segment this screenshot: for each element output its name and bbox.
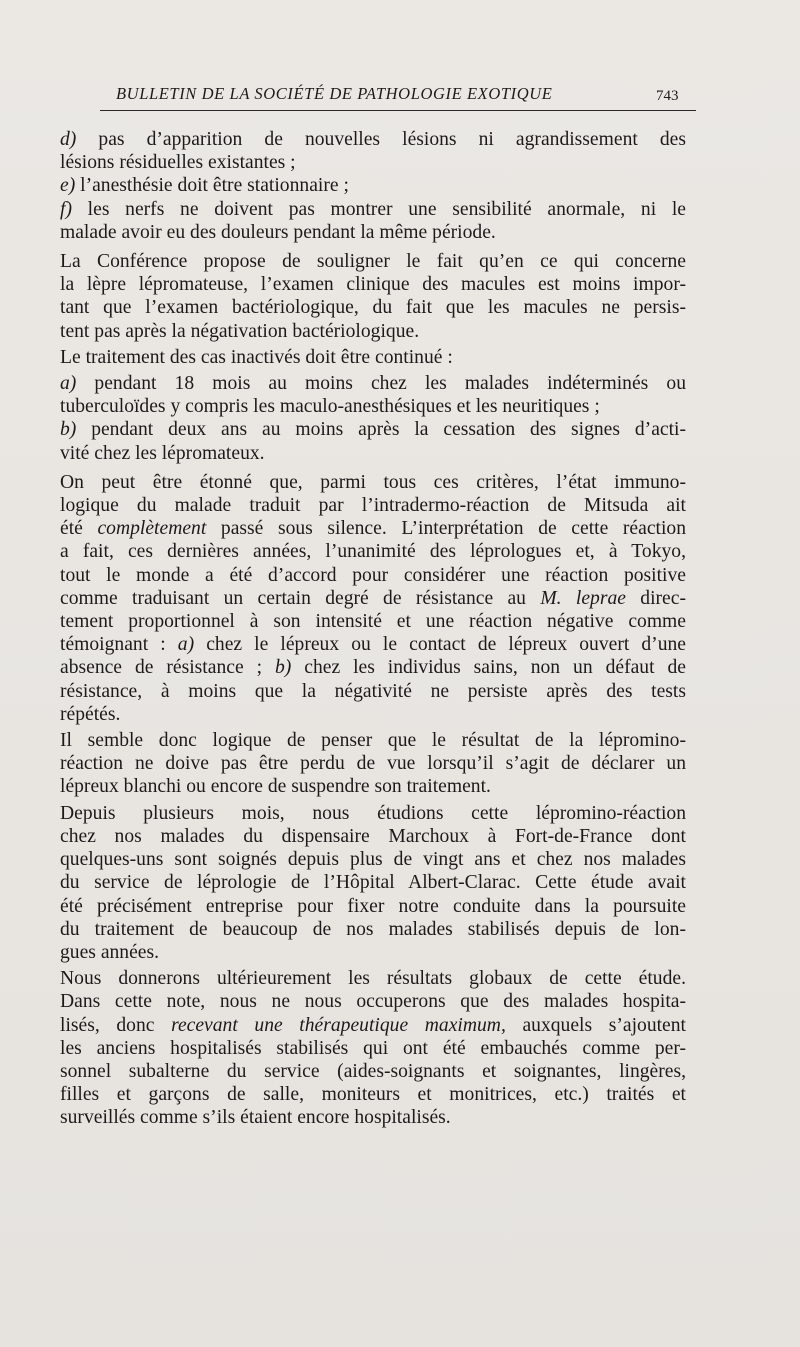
italic-segment: a) xyxy=(177,634,195,656)
text-segment: comme traduisant un certain degré de résistance au xyxy=(60,587,541,609)
paragraph-treatment xyxy=(36,346,686,369)
page-number: 743 xyxy=(656,88,679,104)
text-line xyxy=(36,871,686,894)
text-line xyxy=(36,967,686,990)
text-segment: La Conférence propose de souligner le fait qu’en ce qui concerne xyxy=(60,251,686,273)
text-segment: sonnel subalterne du service (aides-soignants et soignantes, lingères, xyxy=(60,1060,686,1082)
text-line xyxy=(36,610,686,633)
text-line xyxy=(36,273,686,296)
text-line xyxy=(36,174,686,197)
text-segment: l’anesthésie doit être stationnaire ; xyxy=(75,175,349,197)
text-line xyxy=(36,802,686,825)
italic-segment: a) xyxy=(60,373,77,395)
text-line xyxy=(36,752,686,775)
text-segment: absence de résistance ; xyxy=(60,657,275,679)
italic-segment: e) xyxy=(60,175,76,197)
text-line xyxy=(36,703,686,726)
paragraph-treatment-a xyxy=(36,372,686,418)
italic-segment: recevant une thérapeutique maximum, xyxy=(171,1014,506,1036)
text-line xyxy=(36,442,686,465)
text-line xyxy=(36,540,686,563)
text-segment: du traitement de beaucoup de nos malades stabilisés depuis de lon- xyxy=(60,918,686,940)
italic-segment: b) xyxy=(274,657,292,679)
text-line xyxy=(36,680,686,703)
text-line xyxy=(36,990,686,1013)
paragraph-criterion-f xyxy=(36,198,686,244)
text-segment: témoignant : xyxy=(60,634,178,656)
text-segment: Dans cette note, nous ne nous occuperons que des malades hospita- xyxy=(60,991,686,1013)
text-line xyxy=(36,941,686,964)
text-line xyxy=(36,1106,686,1129)
text-segment: lépreux blanchi ou encore de suspendre son traitement. xyxy=(60,776,491,798)
text-segment: vité chez les lépromateux. xyxy=(60,442,265,464)
text-segment: tuberculoïdes y compris les maculo-anesthésiques et les neuritiques ; xyxy=(60,396,600,418)
text-segment: réaction ne doive pas être perdu de vue lorsqu’il s’agit de déclarer un xyxy=(60,753,686,775)
paragraph-criterion-d xyxy=(36,128,686,174)
text-line xyxy=(36,895,686,918)
text-segment: chez les individus sains, non un défaut de xyxy=(291,657,686,679)
text-segment: lisés, donc xyxy=(60,1014,172,1036)
text-line xyxy=(36,372,686,395)
text-line xyxy=(36,250,686,273)
text-line xyxy=(36,198,686,221)
text-line xyxy=(36,471,686,494)
italic-segment: f) xyxy=(60,198,72,220)
running-header xyxy=(100,84,700,114)
text-segment: pendant deux ans au moins après la cessation des signes d’acti- xyxy=(76,419,686,441)
text-line xyxy=(36,1014,686,1037)
text-line xyxy=(36,775,686,798)
text-line xyxy=(36,564,686,587)
text-line xyxy=(36,346,686,369)
text-line xyxy=(36,418,686,441)
text-line xyxy=(36,296,686,319)
text-line xyxy=(36,221,686,244)
text-segment: a fait, ces dernières années, l’unanimité des léprologues et, à Tokyo, xyxy=(60,541,686,563)
text-segment: malade avoir eu des douleurs pendant la même période. xyxy=(60,221,496,243)
journal-title: BULLETIN DE LA SOCIÉTÉ DE PATHOLOGIE EXOTIQUE xyxy=(116,84,553,103)
paragraph-hospitalised xyxy=(36,967,686,1129)
text-line xyxy=(36,320,686,343)
text-segment: été xyxy=(60,518,98,540)
text-segment: filles et garçons de salle, moniteurs et monitrices, etc.) traités et xyxy=(60,1084,686,1106)
text-segment: tant que l’examen bactériologique, du fait que les macules ne persis- xyxy=(60,297,686,319)
paragraph-mitsuda xyxy=(36,471,686,726)
text-segment: Depuis plusieurs mois, nous étudions cette lépromino-réaction xyxy=(60,802,686,824)
text-segment: du service de léprologie de l’Hôpital Albert-Clarac. Cette étude avait xyxy=(60,872,686,894)
text-segment: tent pas après la négativation bactériologique. xyxy=(60,320,420,342)
text-line xyxy=(36,587,686,610)
text-line xyxy=(36,825,686,848)
paragraph-lepromin xyxy=(36,729,686,799)
italic-segment: d) xyxy=(60,129,77,150)
text-line xyxy=(36,395,686,418)
body-text xyxy=(36,128,686,1130)
text-segment: les nerfs ne doivent pas montrer une sensibilité anormale, ni le xyxy=(71,198,686,220)
text-line xyxy=(36,517,686,540)
text-segment: Le traitement des cas inactivés doit être continué : xyxy=(60,346,453,368)
text-segment: On peut être étonné que, parmi tous ces critères, l’état immuno- xyxy=(60,471,686,493)
text-segment: Il semble donc logique de penser que le résultat de la lépromino- xyxy=(60,730,686,752)
text-segment: résistance, à moins que la négativité ne persiste après des tests xyxy=(60,680,686,702)
text-segment: été précisément entreprise pour fixer notre conduite dans la poursuite xyxy=(60,895,686,917)
header-rule xyxy=(100,110,696,111)
text-segment: lésions résiduelles existantes ; xyxy=(60,152,296,174)
text-segment: quelques-uns sont soignés depuis plus de vingt ans et chez nos malades xyxy=(60,849,686,871)
text-segment: passé sous silence. L’interprétation de cette réaction xyxy=(206,518,686,540)
paragraph-conference xyxy=(36,250,686,343)
text-segment: surveillés comme s’ils étaient encore hospitalisés. xyxy=(60,1107,451,1129)
text-segment: les anciens hospitalisés stabilisés qui ont été embauchés comme per- xyxy=(60,1037,686,1059)
text-segment: chez nos malades du dispensaire Marchoux à Fort-de-France dont xyxy=(60,825,686,847)
text-line xyxy=(36,848,686,871)
text-line xyxy=(36,918,686,941)
text-segment: logique du malade traduit par l’intradermo-réaction de Mitsuda ait xyxy=(60,495,686,517)
text-line xyxy=(36,151,686,174)
italic-segment: M. leprae xyxy=(540,587,626,609)
text-line xyxy=(36,1083,686,1106)
text-segment: pas d’apparition de nouvelles lésions ni agrandissement des xyxy=(76,129,686,150)
italic-segment: b) xyxy=(60,419,77,441)
text-line xyxy=(36,729,686,752)
text-line xyxy=(36,1037,686,1060)
text-segment: répétés. xyxy=(60,703,121,725)
text-segment: pendant 18 mois au moins chez les malades indéterminés ou xyxy=(76,373,686,395)
text-line xyxy=(36,494,686,517)
text-segment: la lèpre lépromateuse, l’examen clinique des macules est moins impor- xyxy=(60,274,686,296)
text-segment: direc- xyxy=(625,587,686,609)
text-line xyxy=(36,1060,686,1083)
italic-segment: complètement xyxy=(97,518,207,540)
text-segment: Nous donnerons ultérieurement les résultats globaux de cette étude. xyxy=(60,968,686,990)
text-segment: tement proportionnel à son intensité et une réaction négative comme xyxy=(60,611,686,633)
text-line xyxy=(36,128,686,151)
paragraph-criterion-e xyxy=(36,174,686,197)
paragraph-study xyxy=(36,802,686,964)
paragraph-treatment-b xyxy=(36,418,686,464)
text-segment: gues années. xyxy=(60,941,160,963)
text-segment: auxquels s’ajoutent xyxy=(505,1014,686,1036)
text-line xyxy=(36,633,686,656)
text-segment: chez le lépreux ou le contact de lépreux ouvert d’une xyxy=(194,634,686,656)
text-line xyxy=(36,656,686,679)
text-segment: tout le monde a été d’accord pour considérer une réaction positive xyxy=(60,564,686,586)
